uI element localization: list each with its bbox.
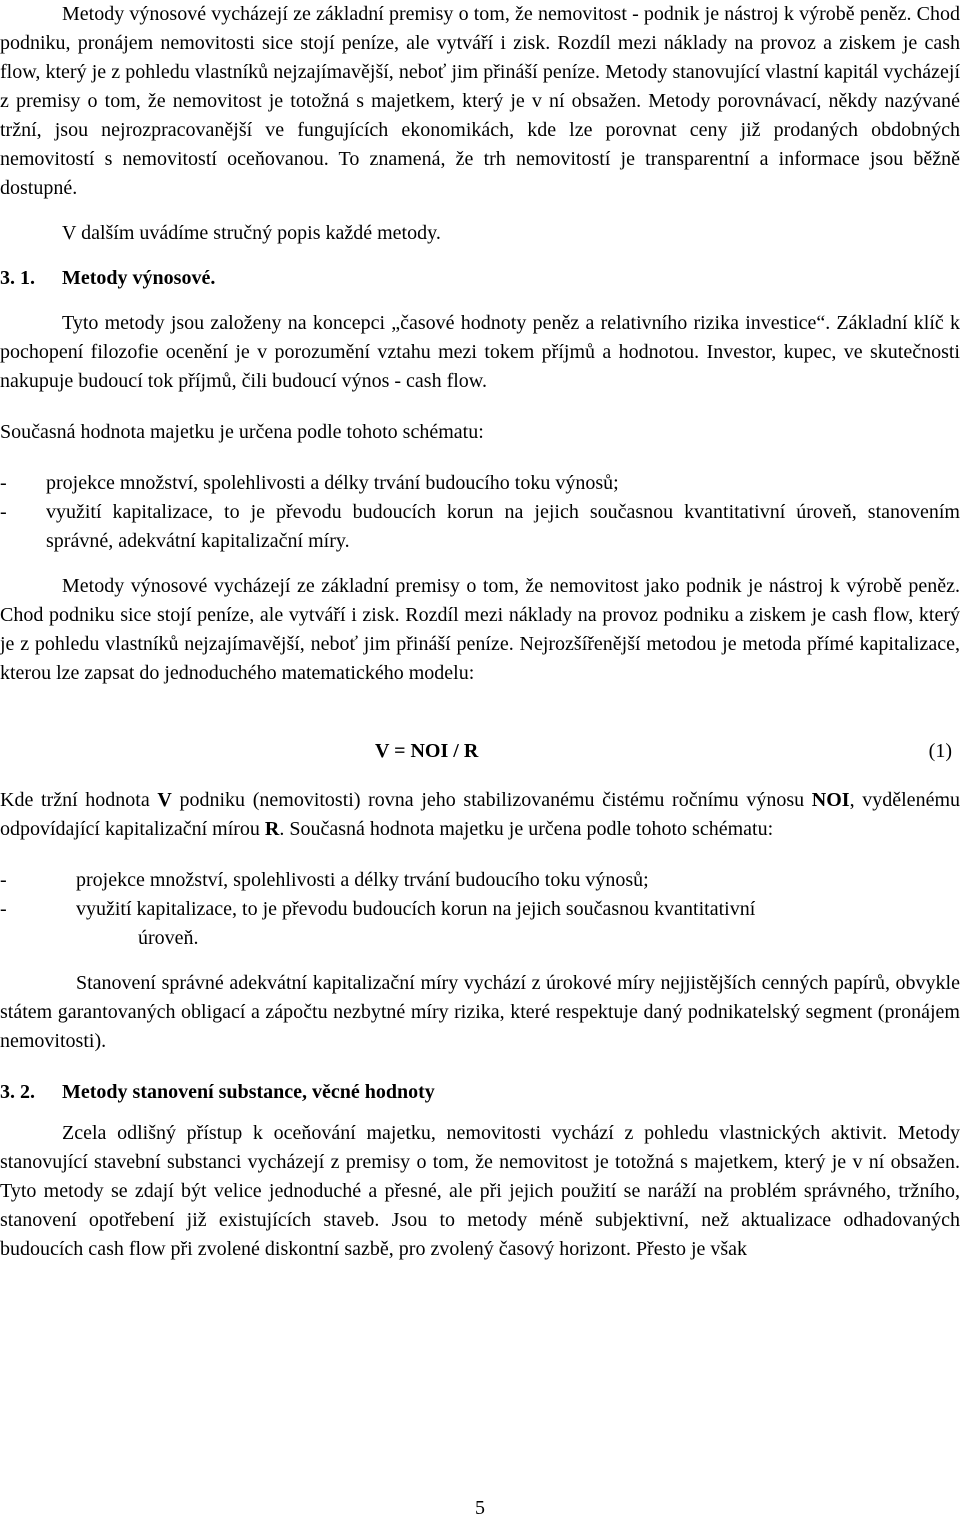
section-number: 3. 2. [0, 1081, 35, 1103]
formula-number: (1) [928, 740, 952, 762]
dash-marker: - [0, 472, 7, 494]
dash-marker: - [0, 898, 7, 920]
section-heading-3-1 [0, 264, 960, 293]
paragraph-intro: Metody výnosové vycházejí ze základní premisy o tom, že nemovitost - podnik je nástroj k výrobě peněz. Chod podniku, pronájem nemovitosti sice stojí peníze, ale vytváří i zisk. Rozdíl mezi náklady na provoz a ziskem je cash flow, který je z pohledu vlastníků nejzajímavější, neboť jim přináší peníze. Metody stanovující vlastní kapitál vycházejí z premisy o tom, že nemovitost je totožná s majetkem, který je v ní obsažen. Metody porovnávací, někdy nazývané tržní, jsou nejrozpracovanější ve fungujících ekonomikách, kde lze porovnat ceny již prodaných obdobných nemovitostí s nemovitostí oceňovanou. To znamená, že trh nemovitostí je transparentní a informace jsou běžně dostupné. [0, 3, 960, 199]
list-item: - využití kapitalizace, to je převodu budoucích korun na jejich současnou kvantitativní úroveň. [0, 895, 960, 953]
paragraph-formula-explanation: Kde tržní hodnota V podniku (nemovitosti) rovna jeho stabilizovanému čistému ročnímu výnosu NOI, vydělenému odpovídající kapitalizační mírou R. Současná hodnota majetku je určena podle tohoto schématu: [0, 789, 960, 840]
formula-row [0, 737, 960, 766]
list-item: - projekce množství, spolehlivosti a délky trvání budoucího toku výnosů; [0, 866, 960, 895]
list-schema-2 [0, 866, 960, 953]
list-item: - využití kapitalizace, to je převodu budoucích korun na jejich současnou kvantitativní úroveň, stanovením správné, adekvátní kapitalizační míry. [0, 498, 960, 556]
list-item: - projekce množství, spolehlivosti a délky trvání budoucího toku výnosů; [0, 469, 960, 498]
page-number: 5 [475, 1497, 485, 1519]
dash-marker: - [0, 501, 7, 523]
dash-marker: - [0, 869, 7, 891]
paragraph-capitalization-rate: Stanovení správné adekvátní kapitalizační míry vychází z úrokové míry nejjistějších cenných papírů, obvykle státem garantovaných obligací a zápočtu nezbytné míry rizika, které respektuje daný podnikatelský segment (pronájem nemovitosti). [0, 972, 960, 1052]
list-schema-1 [0, 469, 960, 556]
paragraph-overview: V dalším uvádíme stručný popis každé metody. [62, 222, 441, 244]
paragraph-substance-methods: Zcela odlišný přístup k oceňování majetku, nemovitosti vychází z pohledu vlastnických aktivit. Metody stanovující stavební substanci vycházejí z premisy o tom, že nemovitost je totožná s majetkem, který je v ní obsažen. Tyto metody se zdají být velice jednoduché a přesné, ale při jejich použití se naráží na problém správného, tržního, stanovení opotřebení již existujících staveb. Jsou to metody méně subjektivní, než aktualizace odhadovaných budoucích cash flow při zvolené diskontní sazbě, pro zvolený časový horizont. Přesto je však [0, 1122, 960, 1260]
section-title: Metody výnosové. [62, 267, 216, 289]
paragraph-income-methods: Tyto metody jsou založeny na koncepci „časové hodnoty peněz a relativního rizika investice“. Základní klíč k pochopení filozofie ocenění je v porozumění vztahu mezi tokem příjmů a hodnotou. Investor, kupec, ve skutečnosti nakupuje budoucí tok příjmů, čili budoucí výnos - cash flow. [0, 312, 960, 392]
section-heading-3-2 [0, 1078, 960, 1107]
paragraph-present-value: Současná hodnota majetku je určena podle tohoto schématu: [0, 421, 484, 443]
section-title: Metody stanovení substance, věcné hodnoty [62, 1081, 435, 1103]
section-number: 3. 1. [0, 267, 35, 289]
formula-equation: V = NOI / R [375, 740, 479, 762]
paragraph-income-premise: Metody výnosové vycházejí ze základní premisy o tom, že nemovitost jako podnik je nástroj k výrobě peněz. Chod podniku sice stojí peníze, ale vytváří i zisk. Rozdíl mezi náklady na provoz podniku a ziskem je cash flow, který je z pohledu vlastníků nejzajímavější, neboť jim přináší peníze. Nejrozšířenější metodou je metoda přímé kapitalizace, kterou lze zapsat do jednoduchého matematického modelu: [0, 575, 960, 684]
